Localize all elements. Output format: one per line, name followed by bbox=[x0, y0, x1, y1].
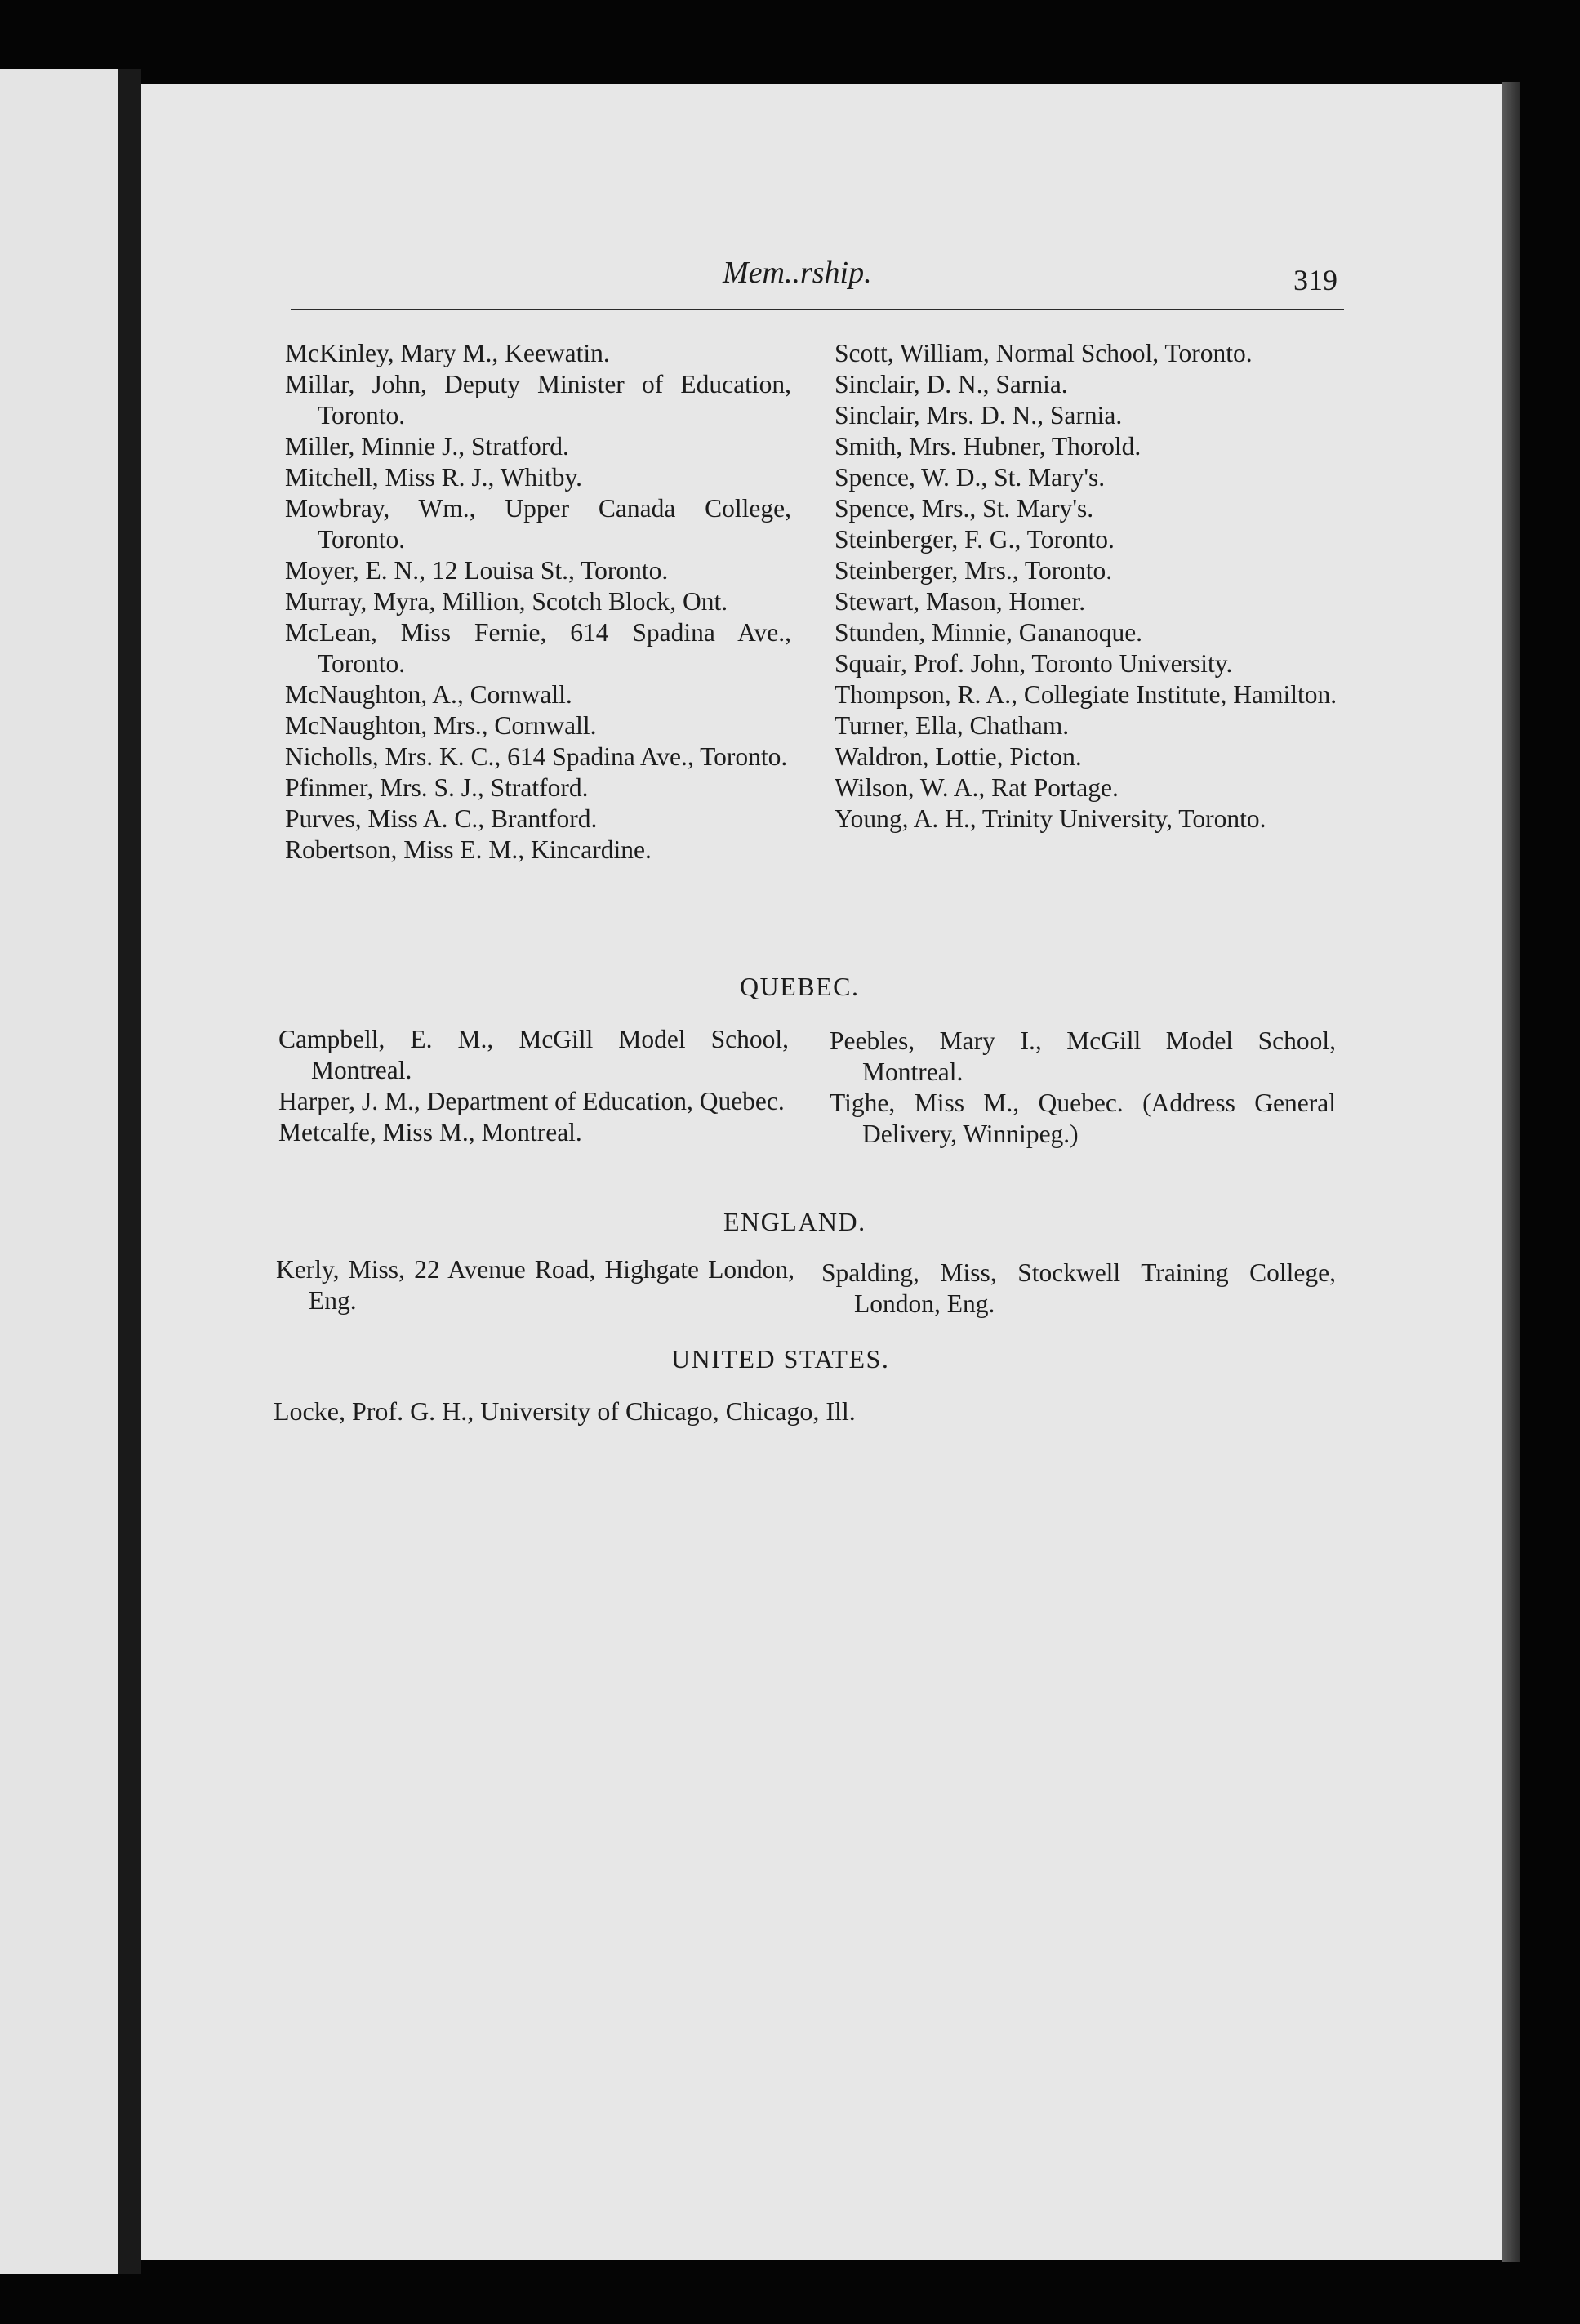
page-edge-shadow bbox=[1502, 82, 1520, 2262]
england-right-column bbox=[821, 1258, 1336, 1320]
member-entry: Turner, Ella, Chatham. bbox=[835, 711, 1070, 740]
member-entry: Spence, W. D., St. Mary's. bbox=[835, 463, 1106, 492]
member-entry: Wilson, W. A., Rat Portage. bbox=[835, 773, 1119, 802]
member-entry: Sinclair, D. N., Sarnia. bbox=[835, 370, 1068, 398]
running-head: Mem..rship. bbox=[723, 256, 872, 290]
header-rule bbox=[291, 309, 1344, 310]
member-entry: Spence, Mrs., St. Mary's. bbox=[835, 494, 1094, 523]
member-entry: Squair, Prof. John, Toronto University. bbox=[835, 649, 1233, 678]
section-heading-england: ENGLAND. bbox=[723, 1207, 866, 1236]
member-entry: Scott, William, Normal School, Toronto. bbox=[835, 339, 1253, 367]
member-entry: Robertson, Miss E. M., Kincardine. bbox=[285, 835, 652, 864]
member-entry: Mowbray, Wm., Upper Canada College, Toronto. bbox=[285, 494, 791, 554]
member-entry: Steinberger, F. G., Toronto. bbox=[835, 525, 1115, 554]
quebec-right-column bbox=[830, 1026, 1336, 1150]
member-entry: Pfinmer, Mrs. S. J., Stratford. bbox=[285, 773, 589, 802]
member-entry: Nicholls, Mrs. K. C., 614 Spadina Ave., Toronto. bbox=[285, 742, 788, 771]
member-entry: Metcalfe, Miss M., Montreal. bbox=[278, 1118, 582, 1146]
member-entry: Miller, Minnie J., Stratford. bbox=[285, 432, 569, 461]
member-entry: Steinberger, Mrs., Toronto. bbox=[835, 556, 1113, 585]
quebec-left-column bbox=[278, 1024, 789, 1148]
member-entry: McNaughton, A., Cornwall. bbox=[285, 680, 572, 709]
member-entry: Waldron, Lottie, Picton. bbox=[835, 742, 1082, 771]
facing-page-edge bbox=[0, 69, 118, 2274]
member-entry: McNaughton, Mrs., Cornwall. bbox=[285, 711, 597, 740]
ontario-left-column bbox=[285, 338, 791, 866]
member-entry: Stewart, Mason, Homer. bbox=[835, 587, 1086, 616]
member-entry: Campbell, E. M., McGill Model School, Montreal. bbox=[278, 1025, 789, 1084]
ontario-right-column bbox=[835, 338, 1341, 835]
member-entry: Young, A. H., Trinity University, Toronto. bbox=[835, 804, 1266, 833]
member-entry: Sinclair, Mrs. D. N., Sarnia. bbox=[835, 401, 1123, 430]
book-gutter bbox=[118, 69, 141, 2274]
member-entry: Moyer, E. N., 12 Louisa St., Toronto. bbox=[285, 556, 669, 585]
member-entry: Locke, Prof. G. H., University of Chicago, Chicago, Ill. bbox=[274, 1396, 856, 1426]
member-entry: McKinley, Mary M., Keewatin. bbox=[285, 339, 610, 367]
page-number: 319 bbox=[1293, 264, 1337, 296]
section-heading-quebec: QUEBEC. bbox=[740, 972, 860, 1001]
member-entry: Harper, J. M., Department of Education, Quebec. bbox=[278, 1087, 785, 1115]
england-left-column bbox=[276, 1254, 794, 1316]
member-entry: Peebles, Mary I., McGill Model School, Montreal. bbox=[830, 1026, 1336, 1086]
member-entry: Millar, John, Deputy Minister of Education, Toronto. bbox=[285, 370, 791, 430]
member-entry: Purves, Miss A. C., Brantford. bbox=[285, 804, 598, 833]
section-heading-united-states: UNITED STATES. bbox=[671, 1344, 890, 1373]
member-entry: Kerly, Miss, 22 Avenue Road, Highgate London, Eng. bbox=[276, 1255, 794, 1315]
member-entry: Spalding, Miss, Stockwell Training College, London, Eng. bbox=[821, 1258, 1336, 1318]
member-entry: Smith, Mrs. Hubner, Thorold. bbox=[835, 432, 1142, 461]
member-entry: Tighe, Miss M., Quebec. (Address General Delivery, Winnipeg.) bbox=[830, 1089, 1336, 1148]
member-entry: Murray, Myra, Million, Scotch Block, Ont. bbox=[285, 587, 728, 616]
member-entry: Stunden, Minnie, Gananoque. bbox=[835, 618, 1143, 647]
member-entry: Thompson, R. A., Collegiate Institute, Hamilton. bbox=[835, 680, 1337, 709]
member-entry: McLean, Miss Fernie, 614 Spadina Ave., Toronto. bbox=[285, 618, 791, 678]
member-entry: Mitchell, Miss R. J., Whitby. bbox=[285, 463, 583, 492]
